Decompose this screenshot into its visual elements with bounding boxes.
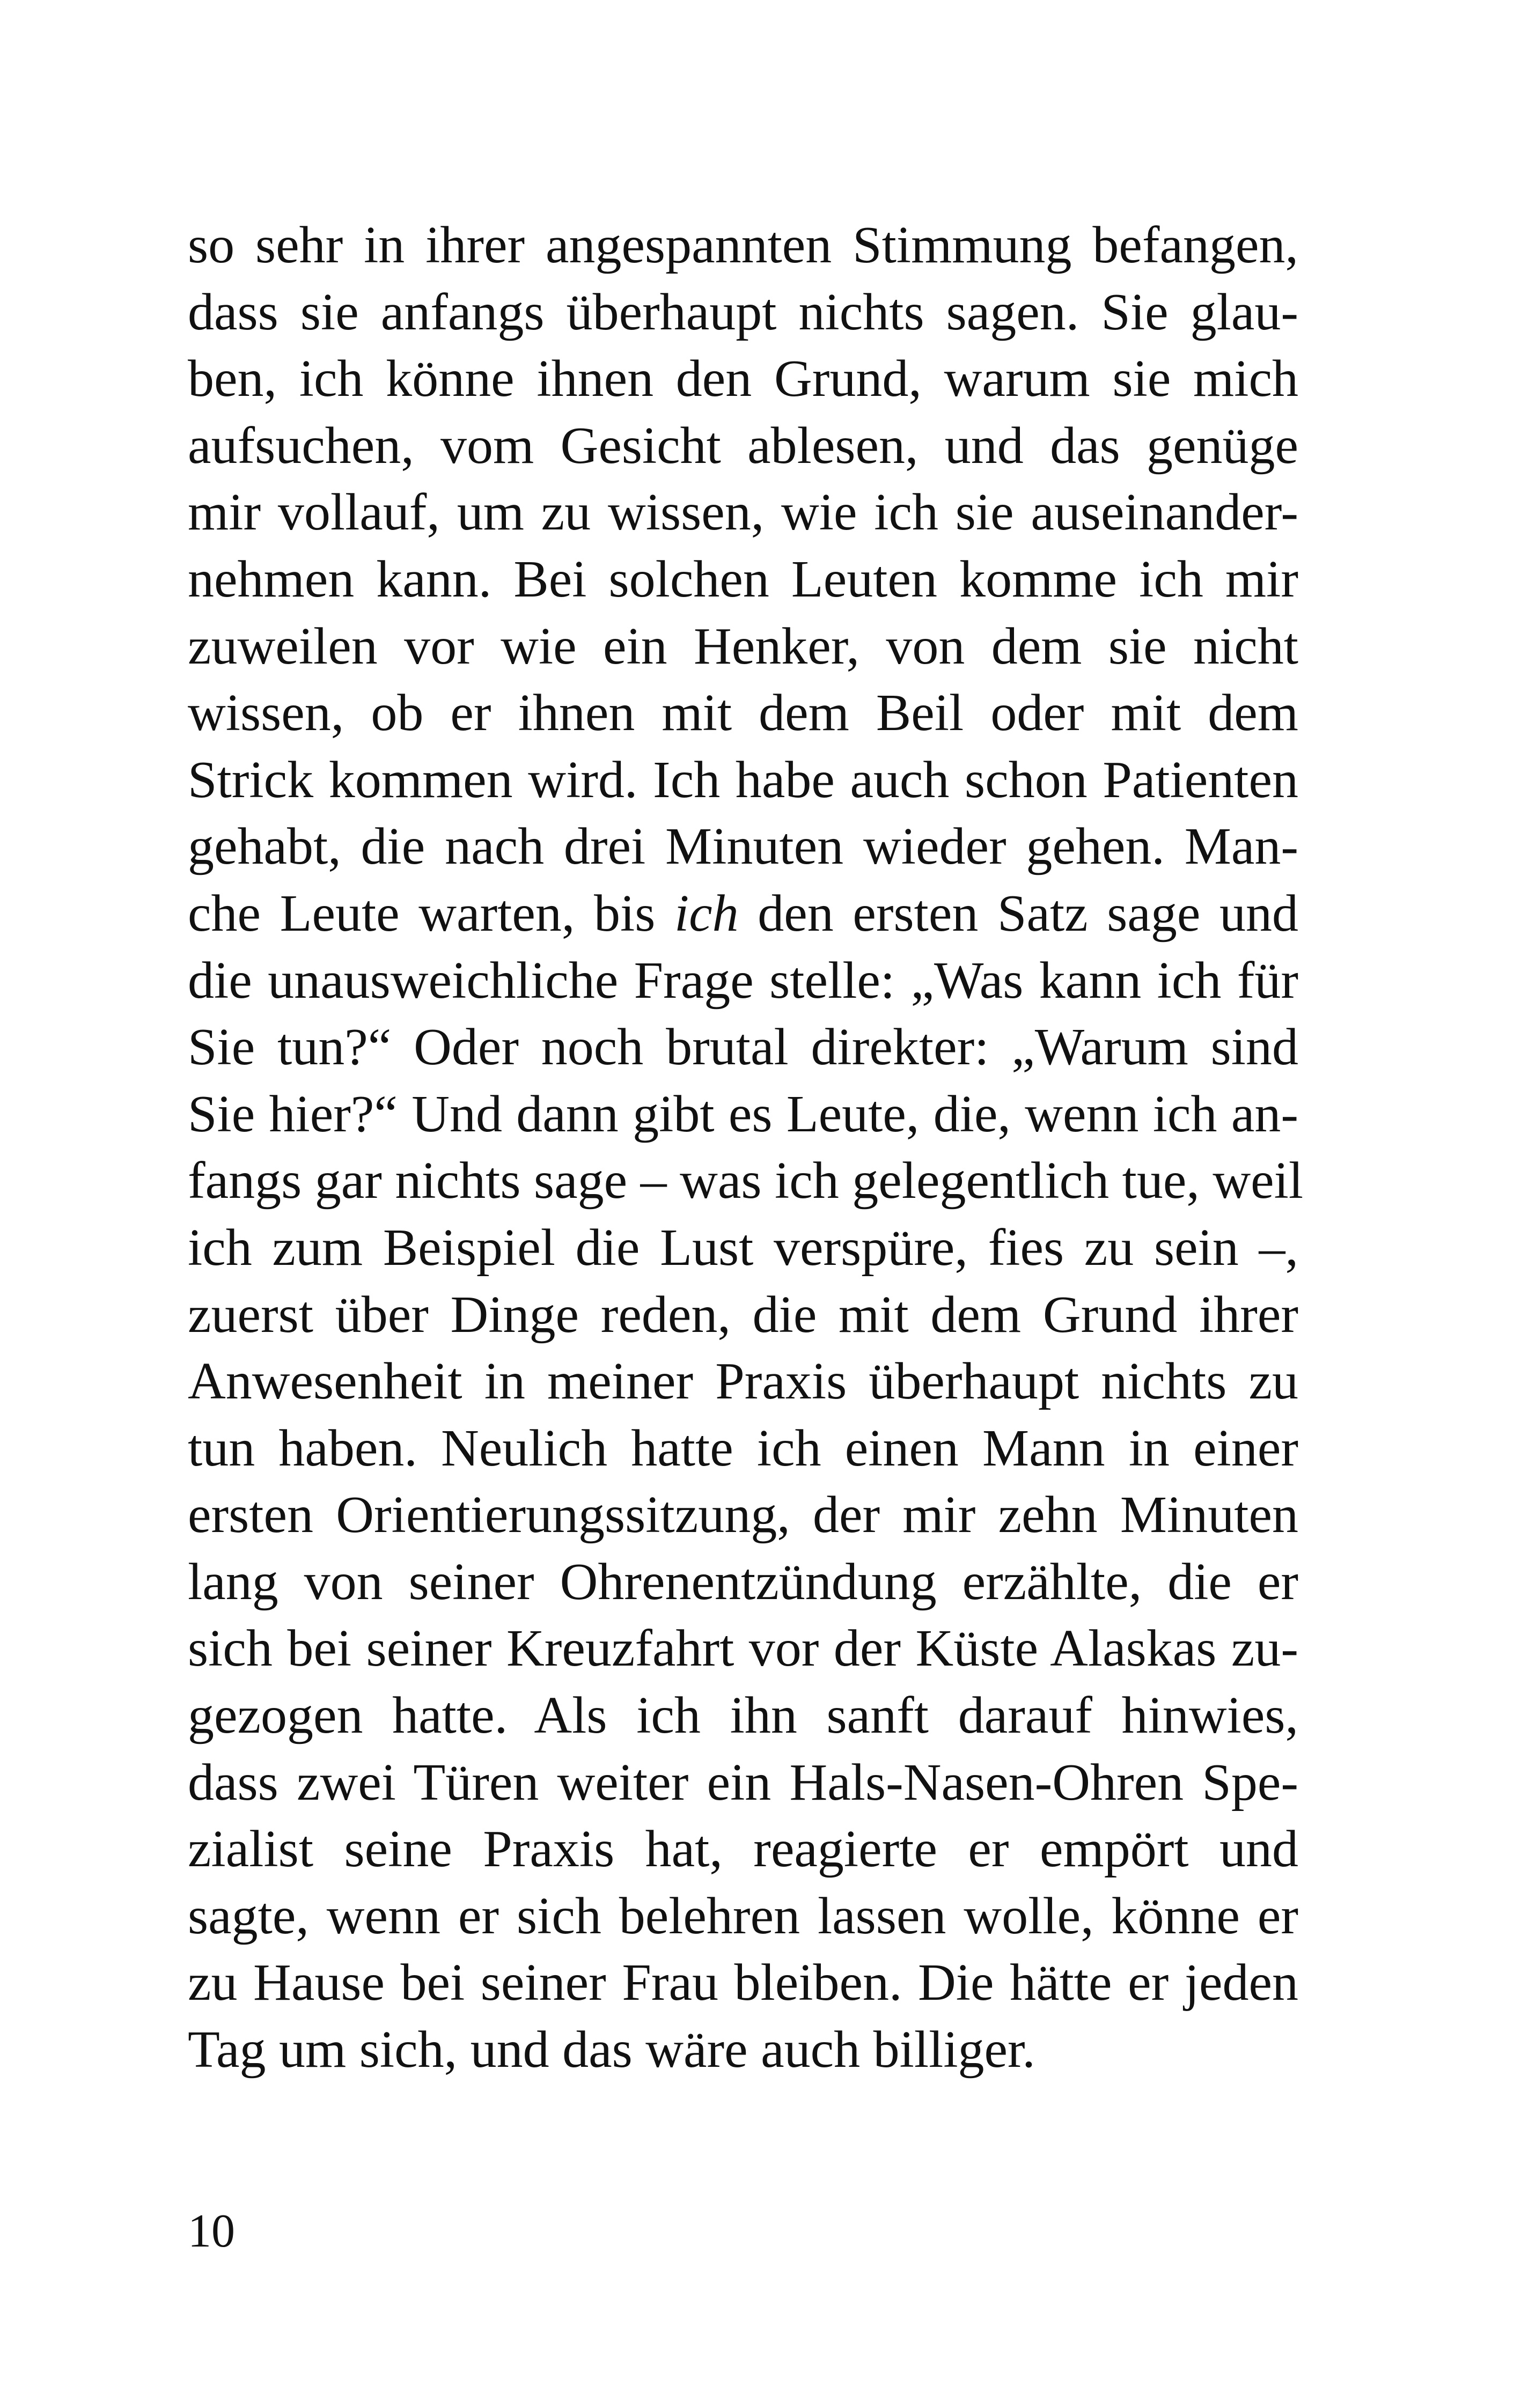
page-number: 10 (188, 2205, 235, 2257)
text-line: die unausweichliche Frage stelle: „Was kann ich für (188, 951, 1298, 1010)
text-line (188, 880, 1298, 947)
italic-emphasis: ich (674, 884, 739, 942)
text-line: zu Hause bei seiner Frau bleiben. Die hätte er jeden (188, 1954, 1298, 2012)
text-line: fangs gar nichts sage – was ich gelegentlich tue, weil (188, 1152, 1304, 1210)
text-line: sich bei seiner Kreuzfahrt vor der Küste Alaskas zu- (188, 1619, 1298, 1678)
text-line: Tag um sich, und das wäre auch billiger. (188, 2021, 1035, 2079)
text-line: gehabt, die nach drei Minuten wieder gehen. Man- (188, 818, 1298, 876)
text-line: ich zum Beispiel die Lust verspüre, fies zu sein –, (188, 1218, 1298, 1277)
text-segment: den ersten Satz sage und (738, 884, 1298, 942)
body-paragraph (188, 212, 1304, 2083)
text-line: dass sie anfangs überhaupt nichts sagen. Sie glau- (188, 283, 1298, 341)
text-line: zuerst über Dinge reden, die mit dem Grund ihrer (188, 1285, 1298, 1344)
text-line: ben, ich könne ihnen den Grund, warum sie mich (188, 350, 1298, 408)
text-line: Strick kommen wird. Ich habe auch schon Patienten (188, 750, 1298, 809)
text-line: sagte, wenn er sich belehren lassen wolle, könne er (188, 1887, 1298, 1945)
text-line: gezogen hatte. Als ich ihn sanft darauf hinwies, (188, 1687, 1298, 1745)
text-line: zialist seine Praxis hat, reagierte er empört und (188, 1820, 1298, 1879)
text-line: Sie tun?“ Oder noch brutal direkter: „Warum sind (188, 1018, 1298, 1077)
text-line: so sehr in ihrer angespannten Stimmung befangen, (188, 216, 1298, 274)
text-line: ersten Orientierungssitzung, der mir zehn Minuten (188, 1486, 1298, 1544)
text-line: tun haben. Neulich hatte ich einen Mann in einer (188, 1419, 1298, 1477)
text-line: wissen, ob er ihnen mit dem Beil oder mit dem (188, 684, 1298, 742)
text-line: lang von seiner Ohrenentzündung erzählte, die er (188, 1552, 1298, 1611)
text-line: Sie hier?“ Und dann gibt es Leute, die, wenn ich an- (188, 1085, 1298, 1143)
text-segment: che Leute warten, bis (188, 884, 674, 942)
text-line: mir vollauf, um zu wissen, wie ich sie auseinander- (188, 483, 1298, 542)
text-line: aufsuchen, vom Gesicht ablesen, und das genüge (188, 416, 1298, 475)
text-line: dass zwei Türen weiter ein Hals-Nasen-Ohren Spe- (188, 1753, 1298, 1811)
text-line: Anwesenheit in meiner Praxis überhaupt nichts zu (188, 1352, 1298, 1411)
text-line: nehmen kann. Bei solchen Leuten komme ich mir (188, 550, 1298, 608)
text-line: zuweilen vor wie ein Henker, von dem sie nicht (188, 617, 1298, 675)
